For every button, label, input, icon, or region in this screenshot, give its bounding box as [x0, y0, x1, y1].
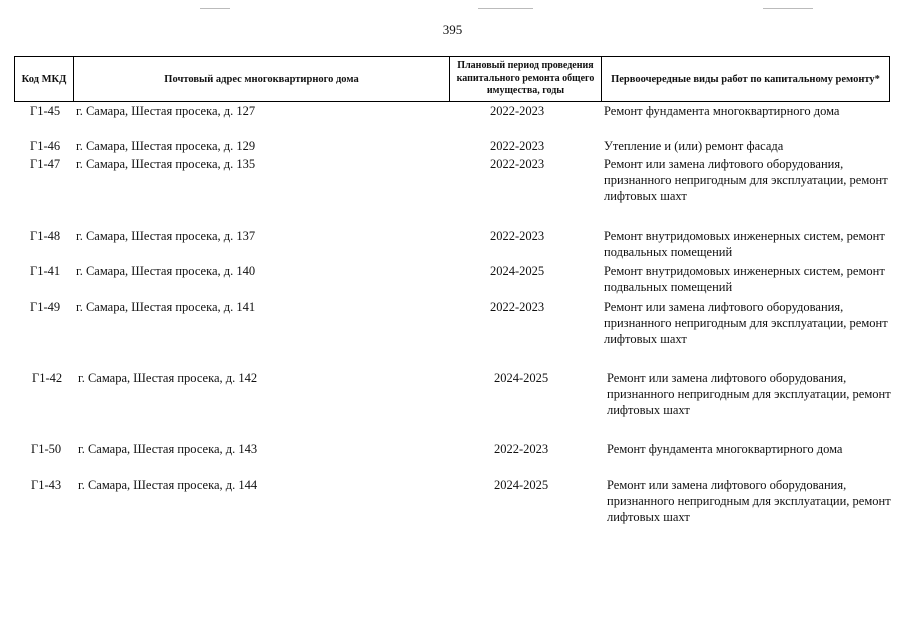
header-code: Код МКД: [14, 57, 74, 101]
row-address: г. Самара, Шестая просека, д. 135: [76, 157, 256, 171]
scan-artifact: [200, 8, 230, 9]
row-works: Ремонт внутридомовых инженерных систем, ремонт подвальных помещений: [604, 229, 885, 259]
row-code: Г1-45: [30, 104, 61, 118]
row-period: 2024-2025: [494, 478, 549, 492]
row-period: 2024-2025: [490, 264, 545, 278]
row-code: Г1-46: [30, 139, 61, 153]
page-number: 395: [442, 22, 463, 37]
row-code: Г1-49: [30, 300, 61, 314]
row-address: г. Самара, Шестая просека, д. 129: [76, 139, 256, 153]
row-period: 2022-2023: [490, 139, 545, 153]
row-address: г. Самара, Шестая просека, д. 140: [76, 264, 256, 278]
row-period: 2022-2023: [490, 300, 545, 314]
row-code: Г1-42: [32, 371, 63, 385]
row-period: 2022-2023: [490, 104, 545, 118]
table-header: [14, 56, 890, 102]
scan-artifact: [478, 8, 533, 9]
row-period: 2022-2023: [490, 229, 545, 243]
row-works: Ремонт или замена лифтового оборудования, признанного непригодным для эксплуатации, ремонт лифтовых шахт: [607, 478, 891, 524]
row-works: Ремонт фундамента многоквартирного дома: [607, 442, 843, 456]
row-code: Г1-50: [31, 442, 62, 456]
row-code: Г1-47: [30, 157, 61, 171]
scan-artifact: [763, 8, 813, 9]
row-works: Утепление и (или) ремонт фасада: [604, 139, 784, 153]
row-works: Ремонт внутридомовых инженерных систем, ремонт подвальных помещений: [604, 264, 885, 294]
row-works: Ремонт или замена лифтового оборудования, признанного непригодным для эксплуатации, ремонт лифтовых шахт: [604, 300, 888, 346]
row-works: Ремонт фундамента многоквартирного дома: [604, 104, 840, 118]
row-address: г. Самара, Шестая просека, д. 142: [78, 371, 258, 385]
row-code: Г1-48: [30, 229, 61, 243]
row-address: г. Самара, Шестая просека, д. 144: [78, 478, 258, 492]
row-code: Г1-41: [30, 264, 61, 278]
row-period: 2022-2023: [494, 442, 549, 456]
header-period: Плановый период проведения капитального ремонта общего имущества, годы: [450, 57, 602, 101]
row-address: г. Самара, Шестая просека, д. 127: [76, 104, 256, 118]
row-period: 2022-2023: [490, 157, 545, 171]
row-address: г. Самара, Шестая просека, д. 137: [76, 229, 256, 243]
row-code: Г1-43: [31, 478, 62, 492]
header-works: Первоочередные виды работ по капитальному ремонту*: [602, 57, 890, 101]
header-address: Почтовый адрес многоквартирного дома: [74, 57, 450, 101]
row-period: 2024-2025: [494, 371, 549, 385]
row-address: г. Самара, Шестая просека, д. 141: [76, 300, 256, 314]
row-address: г. Самара, Шестая просека, д. 143: [78, 442, 258, 456]
row-works: Ремонт или замена лифтового оборудования, признанного непригодным для эксплуатации, ремонт лифтовых шахт: [604, 157, 888, 203]
row-works: Ремонт или замена лифтового оборудования, признанного непригодным для эксплуатации, ремонт лифтовых шахт: [607, 371, 891, 417]
